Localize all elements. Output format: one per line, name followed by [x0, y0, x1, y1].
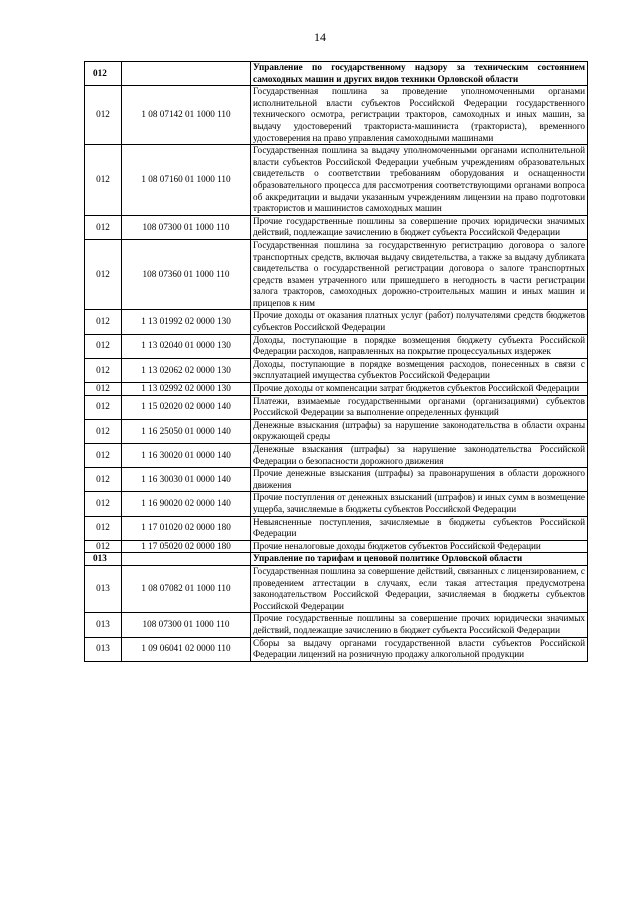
budget-classification-code-cell: 1 13 02040 01 0000 130	[122, 334, 251, 358]
table-row	[85, 540, 588, 553]
income-description-cell: Денежные взыскания (штрафы) за нарушение законодательства в области охраны окружающей среды	[251, 419, 588, 443]
income-description-cell: Прочие неналоговые доходы бюджетов субъектов Российской Федерации	[251, 540, 588, 553]
section-header-row	[85, 553, 588, 566]
table-row	[85, 358, 588, 382]
admin-code-cell: 012	[85, 516, 122, 540]
admin-code-cell: 012	[85, 444, 122, 468]
income-description-cell: Платежи, взимаемые государственными органами (организациями) субъектов Российской Федерации за выполнение определенных функций	[251, 395, 588, 419]
income-description-cell: Государственная пошлина за совершение действий, связанных с лицензированием, с проведением аттестации в случаях, если такая аттестация предусмотрена законодательством Российской Федерации, зачисляемая в бюджеты субъектов Российской Федерации	[251, 565, 588, 612]
income-description-cell: Государственная пошлина за государственную регистрацию договора о залоге транспортных средств, включая выдачу свидетельства, а также за выдачу дубликата свидетельства о государственной регистрации договора о залоге транспортных средств взамен утраченного или пришедшего в негодность в части регистрации залога тракторов, самоходных дорожно-строительных машин и иных машин и прицепов к ним	[251, 239, 588, 310]
budget-classification-code-cell: 1 13 01992 02 0000 130	[122, 310, 251, 334]
income-description-cell: Государственная пошлина за проведение уполномоченными органами исполнительной власти субъектов Российской Федерации государственного технического осмотра, регистрации тракторов, самоходных и иных машин, за выдачу удостоверений тракториста-машиниста (тракториста), временного удостоверения на право управления самоходными машинами	[251, 86, 588, 145]
income-description-cell: Доходы, поступающие в порядке возмещения бюджету субъекта Российской Федерации расходов, направленных на покрытие процессуальных издержек	[251, 334, 588, 358]
admin-code-cell: 012	[85, 468, 122, 492]
income-description-cell: Управление по государственному надзору за техническим состоянием самоходных машин и других видов техники Орловской области	[251, 62, 588, 86]
table-row	[85, 492, 588, 516]
admin-code-cell: 012	[85, 215, 122, 239]
income-description-cell: Прочие доходы от компенсации затрат бюджетов субъектов Российской Федерации	[251, 383, 588, 396]
section-header-row	[85, 62, 588, 86]
admin-code-cell: 012	[85, 492, 122, 516]
admin-code-cell: 012	[85, 540, 122, 553]
budget-classification-code-cell: 1 16 30020 01 0000 140	[122, 444, 251, 468]
admin-code-cell: 012	[85, 383, 122, 396]
budget-classification-code-cell: 1 16 25050 01 0000 140	[122, 419, 251, 443]
admin-code-cell: 012	[85, 239, 122, 310]
budget-classification-code-cell: 1 13 02992 02 0000 130	[122, 383, 251, 396]
page-number: 14	[314, 30, 326, 44]
budget-classification-code-cell: 1 13 02062 02 0000 130	[122, 358, 251, 382]
income-description-cell: Прочие государственные пошлины за совершение прочих юридически значимых действий, подлежащие зачислению в бюджет субъекта Российской Федерации	[251, 613, 588, 637]
income-description-cell: Государственная пошлина за выдачу уполномоченными органами исполнительной власти субъектов Российской Федерации учебным учреждениям образовательных свидетельств о соответствии требованиям оборудования и оснащенности образовательного процесса для рассмотрения соответствующими органами вопроса об аккредитации и выдачи указанным учреждениям лицензии на право подготовки трактористов и машинистов самоходных машин	[251, 145, 588, 216]
budget-code-table	[84, 61, 588, 662]
table-row	[85, 145, 588, 216]
budget-classification-code-cell	[122, 62, 251, 86]
table-row	[85, 383, 588, 396]
table-row	[85, 334, 588, 358]
income-description-cell: Невыясненные поступления, зачисляемые в бюджеты субъектов Российской Федерации	[251, 516, 588, 540]
budget-classification-code-cell: 1 08 07160 01 1000 110	[122, 145, 251, 216]
table-body	[85, 62, 588, 662]
admin-code-cell: 012	[85, 310, 122, 334]
table-row	[85, 516, 588, 540]
income-description-cell: Денежные взыскания (штрафы) за нарушение законодательства Российской Федерации о безопасности дорожного движения	[251, 444, 588, 468]
income-description-cell: Управление по тарифам и ценовой политике Орловской области	[251, 553, 588, 566]
budget-classification-code-cell: 108 07300 01 1000 110	[122, 613, 251, 637]
budget-classification-code-cell: 1 16 90020 02 0000 140	[122, 492, 251, 516]
table-row	[85, 419, 588, 443]
budget-classification-code-cell: 108 07360 01 1000 110	[122, 239, 251, 310]
table-row	[85, 565, 588, 612]
income-description-cell: Доходы, поступающие в порядке возмещения расходов, понесенных в связи с эксплуатацией имущества субъектов Российской Федерации	[251, 358, 588, 382]
table-row	[85, 613, 588, 637]
admin-code-cell: 012	[85, 395, 122, 419]
admin-code-cell: 012	[85, 145, 122, 216]
admin-code-cell: 012	[85, 358, 122, 382]
table-row	[85, 395, 588, 419]
income-description-cell: Сборы за выдачу органами государственной власти субъектов Российской Федерации лицензий на розничную продажу алкогольной продукции	[251, 637, 588, 661]
income-description-cell: Прочие денежные взыскания (штрафы) за правонарушения в области дорожного движения	[251, 468, 588, 492]
budget-classification-code-cell: 1 17 01020 02 0000 180	[122, 516, 251, 540]
budget-classification-code-cell: 1 16 30030 01 0000 140	[122, 468, 251, 492]
admin-code-cell: 013	[85, 565, 122, 612]
budget-classification-code-cell: 1 08 07142 01 1000 110	[122, 86, 251, 145]
admin-code-cell: 013	[85, 637, 122, 661]
admin-code-cell: 013	[85, 613, 122, 637]
budget-classification-code-cell: 108 07300 01 1000 110	[122, 215, 251, 239]
budget-classification-code-cell	[122, 553, 251, 566]
admin-code-cell: 012	[85, 419, 122, 443]
budget-classification-code-cell: 1 08 07082 01 1000 110	[122, 565, 251, 612]
table-row	[85, 444, 588, 468]
budget-classification-code-cell: 1 15 02020 02 0000 140	[122, 395, 251, 419]
table-row	[85, 215, 588, 239]
table-row	[85, 637, 588, 661]
table-row	[85, 86, 588, 145]
admin-code-cell: 012	[85, 62, 122, 86]
admin-code-cell: 013	[85, 553, 122, 566]
table-row	[85, 468, 588, 492]
income-description-cell: Прочие государственные пошлины за совершение прочих юридически значимых действий, подлежащие зачислению в бюджет субъекта Российской Федерации	[251, 215, 588, 239]
admin-code-cell: 012	[85, 86, 122, 145]
budget-classification-code-cell: 1 17 05020 02 0000 180	[122, 540, 251, 553]
budget-classification-code-cell: 1 09 06041 02 0000 110	[122, 637, 251, 661]
table-row	[85, 310, 588, 334]
table-row	[85, 239, 588, 310]
admin-code-cell: 012	[85, 334, 122, 358]
income-description-cell: Прочие поступления от денежных взысканий (штрафов) и иных сумм в возмещение ущерба, зачисляемые в бюджеты субъектов Российской Федерации	[251, 492, 588, 516]
income-description-cell: Прочие доходы от оказания платных услуг (работ) получателями средств бюджетов субъектов Российской Федерации	[251, 310, 588, 334]
